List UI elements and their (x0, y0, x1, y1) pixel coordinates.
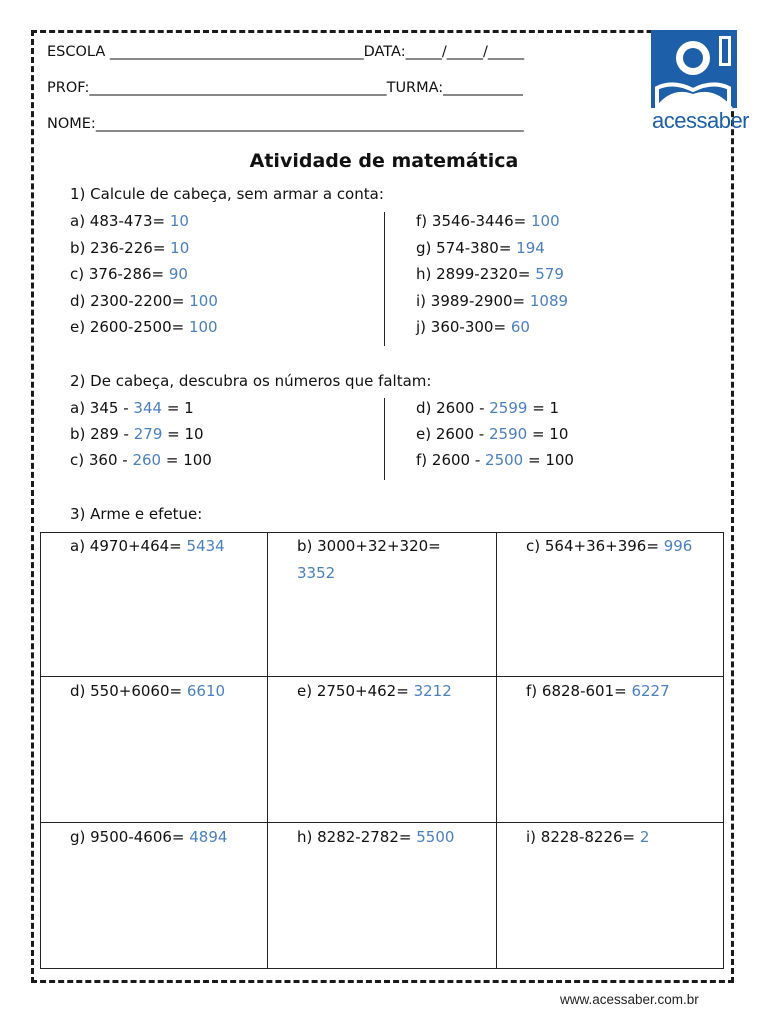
exercise-question: e) 2600-2500= (70, 318, 189, 336)
grid-cell-answer: 6610 (186, 682, 226, 700)
grid-cell-exercise (70, 533, 270, 560)
exercise-item (416, 318, 530, 336)
grid-cell-answer: 3212 (413, 682, 452, 700)
grid-cell-exercise (297, 533, 457, 587)
missing-number-item (70, 451, 212, 469)
grid-cell-answer: 2 (639, 828, 650, 846)
exercise-answer: 100 (188, 318, 218, 336)
missing-number-item (70, 399, 194, 417)
grid-cell-exercise (297, 824, 457, 851)
grid-cell-question: i) 8228-8226= (526, 828, 640, 846)
grid-cell-question: e) 2750+462= (297, 682, 414, 700)
grid-cell-question: d) 550+6060= (70, 682, 187, 700)
exercise-item (70, 239, 189, 257)
exercise-answer: 90 (168, 265, 188, 283)
missing-number-answer: 2590 (488, 425, 528, 443)
missing-number-suffix: = 1 (162, 399, 194, 417)
exercise-question: j) 360-300= (416, 318, 511, 336)
exercise-question: i) 3989-2900= (416, 292, 530, 310)
missing-number-answer: 279 (133, 425, 163, 443)
exercise-answer: 579 (535, 265, 564, 283)
missing-number-answer: 2500 (485, 451, 524, 469)
page-title: Atividade de matemática (249, 150, 519, 172)
grid-cell-exercise (297, 678, 457, 705)
exercise-item (416, 265, 564, 283)
work-grid (40, 532, 724, 969)
grid-cell-answer: 4894 (189, 828, 228, 846)
grid-cell-question: h) 8282-2782= (297, 828, 417, 846)
missing-number-item (416, 399, 559, 417)
exercise-item (416, 292, 568, 310)
grid-cell-question: c) 564+36+396= (526, 537, 664, 555)
grid-cell-answer: 996 (663, 537, 693, 555)
exercise-item (70, 265, 188, 283)
missing-number-item (416, 425, 568, 443)
escola-data-line: ESCOLA ___________________________________DATA:_____/_____/_____ (47, 44, 525, 60)
exercise-answer: 1089 (529, 292, 569, 310)
missing-number-prefix: c) 360 - (70, 451, 133, 469)
missing-number-prefix: a) 345 - (70, 399, 134, 417)
missing-number-answer: 2599 (489, 399, 528, 417)
exercise-item (70, 212, 189, 230)
missing-number-item (70, 425, 204, 443)
grid-col-divider (267, 532, 268, 969)
grid-cell-exercise (70, 678, 270, 705)
grid-cell-question: g) 9500-4606= (70, 828, 190, 846)
grid-row-divider (40, 676, 724, 677)
missing-number-prefix: e) 2600 - (416, 425, 489, 443)
exercise-answer: 100 (531, 212, 560, 230)
section1-heading: 1) Calcule de cabeça, sem armar a conta: (70, 185, 384, 203)
grid-cell-answer: 3352 (297, 564, 336, 582)
exercise-item (416, 212, 560, 230)
missing-number-suffix: = 100 (523, 451, 574, 469)
grid-cell-exercise (70, 824, 270, 851)
exercise-question: d) 2300-2200= (70, 292, 190, 310)
grid-cell-answer: 5434 (186, 537, 225, 555)
missing-number-answer: 344 (133, 399, 163, 417)
exercise-answer: 60 (510, 318, 530, 336)
missing-number-suffix: = 10 (162, 425, 204, 443)
section2-divider (384, 398, 385, 480)
grid-row-divider (40, 822, 724, 823)
exercise-answer: 10 (169, 212, 189, 230)
exercise-question: c) 376-286= (70, 265, 169, 283)
missing-number-suffix: = 100 (161, 451, 212, 469)
exercise-question: b) 236-226= (70, 239, 171, 257)
exercise-answer: 10 (170, 239, 190, 257)
exercise-answer: 100 (189, 292, 218, 310)
section3-heading: 3) Arme e efetue: (70, 505, 203, 523)
nome-line: NOME:___________________________________________________________ (47, 116, 524, 132)
missing-number-suffix: = 10 (527, 425, 569, 443)
grid-cell-exercise (526, 824, 726, 851)
exercise-question: h) 2899-2320= (416, 265, 536, 283)
grid-cell-exercise (526, 678, 726, 705)
prof-turma-line: PROF:_________________________________________TURMA:___________ (47, 80, 523, 96)
exercise-question: g) 574-380= (416, 239, 517, 257)
missing-number-prefix: d) 2600 - (416, 399, 490, 417)
grid-cell-question: f) 6828-601= (526, 682, 632, 700)
missing-number-suffix: = 1 (527, 399, 560, 417)
grid-col-divider (496, 532, 497, 969)
grid-cell-answer: 6227 (631, 682, 670, 700)
logo-wordmark: acessaber (652, 108, 750, 133)
missing-number-item (416, 451, 574, 469)
missing-number-prefix: f) 2600 - (416, 451, 486, 469)
missing-number-prefix: b) 289 - (70, 425, 134, 443)
exercise-item (70, 318, 218, 336)
exercise-answer: 194 (516, 239, 545, 257)
exercise-item (416, 239, 545, 257)
section2-heading: 2) De cabeça, descubra os números que faltam: (70, 372, 432, 390)
exercise-item (70, 292, 218, 310)
grid-cell-question: b) 3000+32+320= (297, 537, 441, 555)
grid-cell-exercise (526, 533, 726, 560)
grid-cell-answer: 5500 (416, 828, 455, 846)
exercise-question: f) 3546-3446= (416, 212, 531, 230)
grid-cell-question: a) 4970+464= (70, 537, 187, 555)
section1-divider (384, 212, 385, 346)
footer-url: www.acessaber.com.br (560, 992, 699, 1007)
missing-number-answer: 260 (132, 451, 162, 469)
exercise-question: a) 483-473= (70, 212, 170, 230)
